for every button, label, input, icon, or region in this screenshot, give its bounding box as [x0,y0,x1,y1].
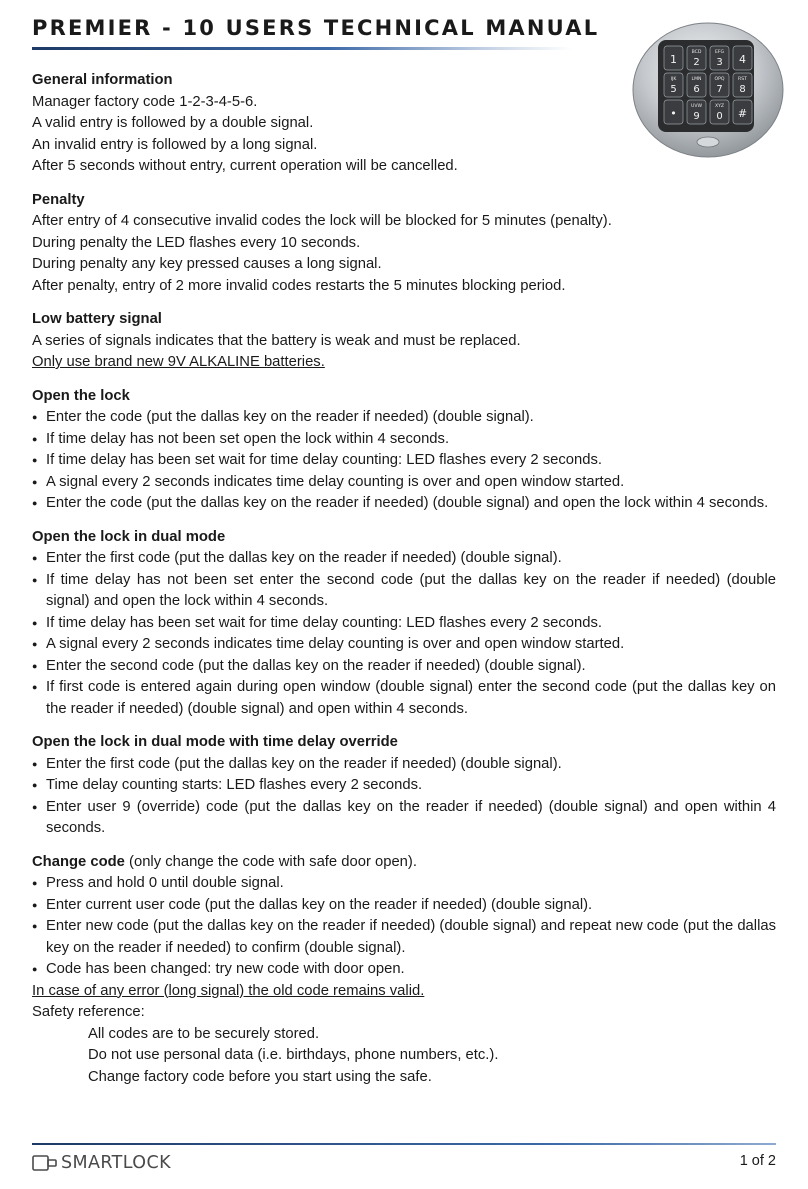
list-item: ● A signal every 2 seconds indicates time delay counting is over and open window started. [32,472,776,494]
keypad-key-letters: IJK [670,77,677,82]
heading-open: Open the lock [32,387,130,404]
section-penalty [32,190,776,298]
list-item: ● Enter current user code (put the dallas key on the reader if needed) (double signal). [32,895,776,917]
heading-override: Open the lock in dual mode with time delay override [32,734,398,750]
keypad-key-letters: XYZ [714,104,725,109]
keypad-key-number: 1 [670,53,677,66]
heading-change: Change code [32,853,125,870]
title-divider [32,47,572,50]
list-item: ● If time delay has been set wait for time delay counting: LED flashes every 2 seconds. [32,613,776,635]
text-line: Manager factory code 1-2-3-4-5-6. [32,93,258,110]
list-item: ● Code has been changed: try new code with door open. [32,959,776,981]
keypad-key-number: 5 [670,84,677,95]
manual-body [32,70,776,1100]
keypad-key-number: 6 [693,84,700,95]
heading-penalty: Penalty [32,191,85,208]
page-title: PREMIER - 10 USERS TECHNICAL MANUAL [32,16,600,40]
heading-dual: Open the lock in dual mode [32,528,226,545]
heading-general: General information [32,72,173,88]
list-item: ● Press and hold 0 until double signal. [32,873,776,895]
lock-logo-icon [32,1154,58,1172]
keypad-key-letters: LMN [691,77,702,82]
keypad-key-number: 8 [739,84,746,95]
list-item: ● If time delay has not been set enter the second code (put the dallas key on the reader if needed) (double signal) and open the lock within 4 seconds. [32,570,776,613]
footer-divider [32,1143,776,1145]
heading-change-note: (only change the code with safe door open). [124,853,417,870]
list-item: ● Enter the code (put the dallas key on the reader if needed) (double signal) and open the lock within 4 seconds. [32,493,776,515]
keypad-key-letters: UVW [690,104,703,109]
heading-battery: Low battery signal [32,311,162,327]
smartlock-logo [32,1152,171,1174]
list-item: ● Enter the first code (put the dallas key on the reader if needed) (double signal). [32,754,776,776]
page-number: 1 of 2 [739,1153,776,1169]
text-line: An invalid entry is followed by a long signal. [32,136,318,153]
list-item: ● Time delay counting starts: LED flashes every 2 seconds. [32,775,776,797]
list-item: ● Enter new code (put the dallas key on the reader if needed) (double signal) and repeat new code (put the dallas key on the reader if needed) to confirm (double signal). [32,916,776,959]
section-change [32,852,776,1089]
keypad-key-letters: BCD [691,50,702,55]
section-battery [32,309,776,374]
error-note: In case of any error (long signal) the old code remains valid. [32,982,425,999]
safety-line: Do not use personal data (i.e. birthdays, phone numbers, etc.). [88,1047,499,1063]
text-line: During penalty any key pressed causes a long signal. [32,256,382,272]
safety-label: Safety reference: [32,1004,145,1020]
list-item: ● Enter user 9 (override) code (put the dallas key on the reader if needed) (double signal) and open within 4 seconds. [32,797,776,840]
keypad-key-number: • [670,107,677,120]
keypad-key-number: # [737,107,748,120]
list-item: ● If time delay has not been set open the lock within 4 seconds. [32,429,776,451]
keypad-key-letters: OPQ [714,77,725,82]
text-line: A series of signals indicates that the battery is weak and must be replaced. [32,332,521,349]
keypad-key-letters: EFG [714,50,725,55]
text-line: After penalty, entry of 2 more invalid codes restarts the 5 minutes blocking period. [32,277,566,294]
text-line: During penalty the LED flashes every 10 seconds. [32,234,361,251]
list-item: ● Enter the second code (put the dallas key on the reader if needed) (double signal). [32,656,776,678]
keypad-key-number: 4 [739,53,746,66]
list-item: ● Enter the first code (put the dallas key on the reader if needed) (double signal). [32,548,776,570]
text-line: After 5 seconds without entry, current operation will be cancelled. [32,158,458,174]
battery-warning: Only use brand new 9V ALKALINE batteries. [32,354,325,370]
section-dual [32,527,776,721]
keypad-key-number: 7 [716,84,723,95]
text-line: After entry of 4 consecutive invalid codes the lock will be blocked for 5 minutes (penalty). [32,213,612,229]
keypad-key-number: 3 [716,57,723,68]
keypad-key-number: 0 [716,111,723,122]
list-item: ● If first code is entered again during open window (double signal) enter the second code (put the dallas key on the reader if needed) (double signal) and open within 4 seconds. [32,677,776,720]
list-item: ● Enter the code (put the dallas key on the reader if needed) (double signal). [32,407,776,429]
section-general [32,70,776,178]
text-line: A valid entry is followed by a double signal. [32,115,314,131]
keypad-key-letters: RST [738,77,747,82]
section-open [32,386,776,515]
safety-line: All codes are to be securely stored. [88,1025,320,1042]
list-item: ● If time delay has been set wait for time delay counting: LED flashes every 2 seconds. [32,450,776,472]
safety-line: Change factory code before you start using the safe. [88,1068,432,1085]
section-override [32,732,776,840]
keypad-key-number: 2 [693,57,700,68]
keypad-key-number: 9 [693,111,700,122]
logo-text: SMARTLOCK [61,1153,171,1173]
list-item: ● A signal every 2 seconds indicates time delay counting is over and open window started. [32,634,776,656]
